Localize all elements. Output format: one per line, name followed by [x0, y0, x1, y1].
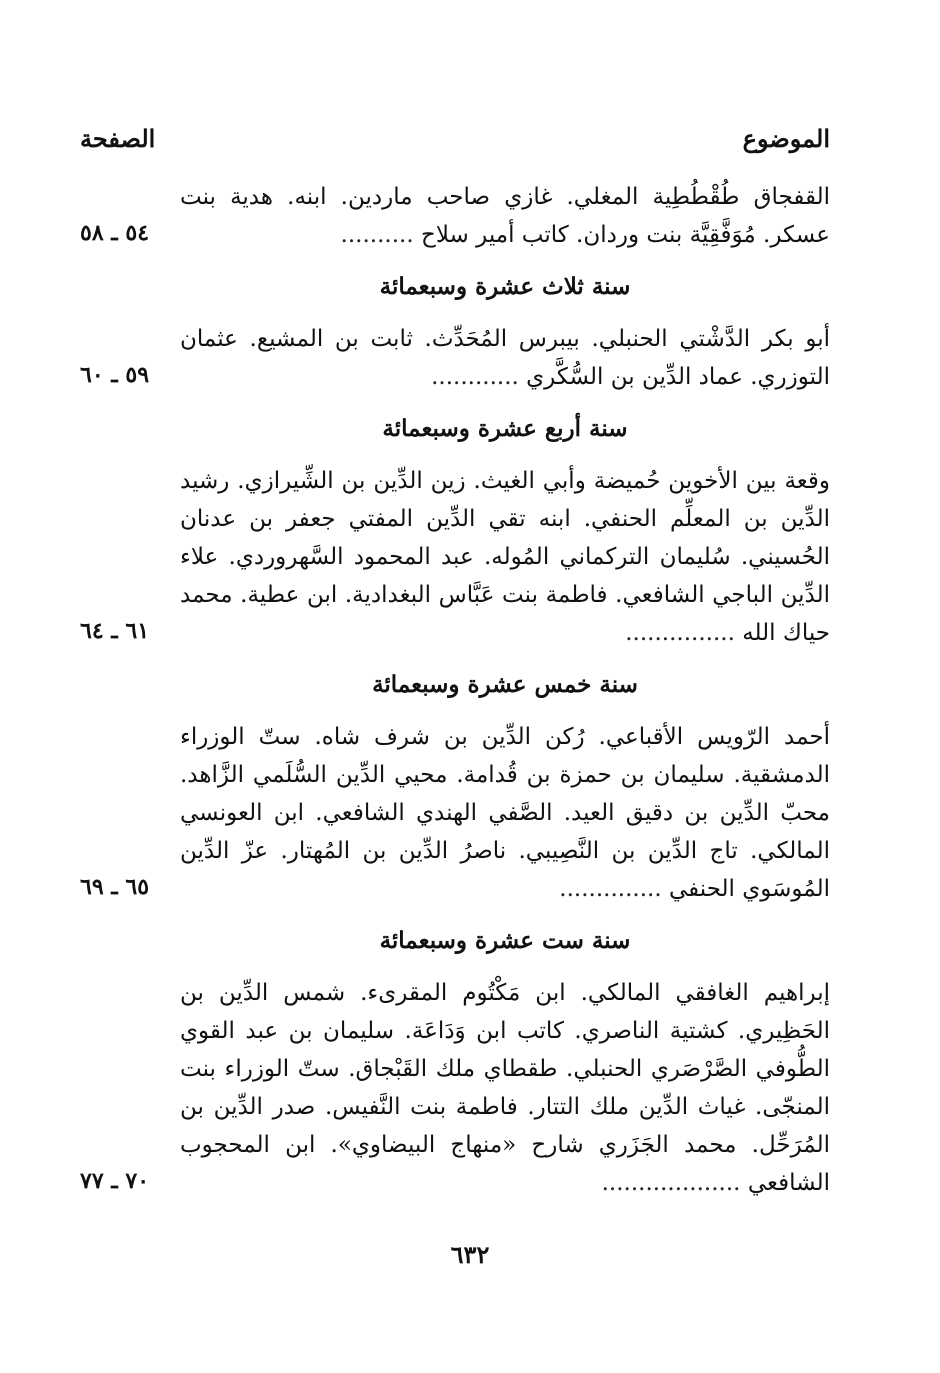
leader-dots: ............	[431, 364, 519, 390]
contents-entry	[80, 462, 830, 652]
page-range: ٥٩ ـ ٦٠	[80, 362, 150, 388]
entry-text	[180, 320, 830, 396]
entry-text	[180, 718, 830, 908]
contents-entry	[80, 718, 830, 908]
page-range: ٦١ ـ ٦٤	[80, 618, 150, 644]
entry-topics: أبو بكر الدَّشْتي الحنبلي. بيبرس المُحَدِّث. ثابت بن المشيع. عثمان التوزري. عماد الدِّين بن السُّكَّري	[180, 326, 830, 390]
page-column-label: الصفحة	[80, 124, 156, 153]
contents-entry	[80, 320, 830, 396]
page-range: ٧٠ ـ ٧٧	[80, 1168, 150, 1194]
entry-text	[180, 178, 830, 254]
entry-topics: القفجاق طُقْطُطِية المغلي. غازي صاحب ماردين. ابنه. هدية بنت عسكر. مُوَفَّقِيَّة بنت وردان. كاتب أمير سلاح	[180, 184, 830, 248]
leader-dots: ...............	[625, 620, 735, 646]
entry-text	[180, 974, 830, 1202]
year-heading: سنة أربع عشرة وسبعمائة	[382, 415, 628, 442]
contents-entry	[80, 974, 830, 1202]
year-heading: سنة ثلاث عشرة وسبعمائة	[379, 273, 631, 300]
page-range: ٦٥ ـ ٦٩	[80, 874, 150, 900]
entry-topics: إبراهيم الغافقي المالكي. ابن مَكْتُوم المقرىء. شمس الدِّين بن الحَظِيري. كشتية الناصري. كاتب ابن وَدَاعَة. سليمان بن عبد القوي الطُّوفي الصَّرْصَري الحنبلي. طقطاي ملك القَبْجاق. ستّ الوزراء بنت المنجّى. غياث الدِّين ملك التتار. فاطمة بنت النَّفيس. صدر الدِّين بن المُرَحِّل. محمد الجَزَري شارح «منهاج البيضاوي». ابن المحجوب الشافعي	[180, 980, 830, 1196]
page-range: ٥٤ ـ ٥٨	[80, 220, 150, 246]
leader-dots: ..........	[340, 222, 414, 248]
year-heading: سنة خمس عشرة وسبعمائة	[372, 671, 638, 698]
table-header	[80, 124, 830, 164]
entry-text	[180, 462, 830, 652]
year-heading: سنة ست عشرة وسبعمائة	[379, 927, 631, 954]
topic-column-label: الموضوع	[742, 124, 830, 153]
contents-list	[80, 178, 830, 1202]
leader-dots: ..............	[559, 876, 662, 902]
leader-dots: ...................	[601, 1170, 741, 1196]
page-number: ٦٣٢	[450, 1240, 490, 1269]
entry-topics: وقعة بين الأخوين حُميضة وأبي الغيث. زين الدِّين بن الشِّيرازي. رشيد الدِّين بن المعلِّم الحنفي. ابنه تقي الدِّين المفتي جعفر بن عدنان الحُسيني. سُليمان التركماني المُوله. عبد المحمود السَّهروردي. علاء الدِّين الباجي الشافعي. فاطمة بنت عَبَّاس البغدادية. ابن عطية. محمد حياك الله	[180, 468, 830, 646]
entry-topics: أحمد الرّويس الأقباعي. رُكن الدِّين بن شرف شاه. ستّ الوزراء الدمشقية. سليمان بن حمزة بن قُدامة. محيي الدِّين السُّلَمي الزَّاهد. محبّ الدِّين بن دقيق العيد. الصَّفي الهندي الشافعي. ابن العونسي المالكي. تاج الدِّين بن النَّصِيبي. ناصرُ الدِّين بن المُهتار. عزّ الدِّين المُوسَوي الحنفي	[180, 724, 830, 902]
contents-entry	[80, 178, 830, 254]
